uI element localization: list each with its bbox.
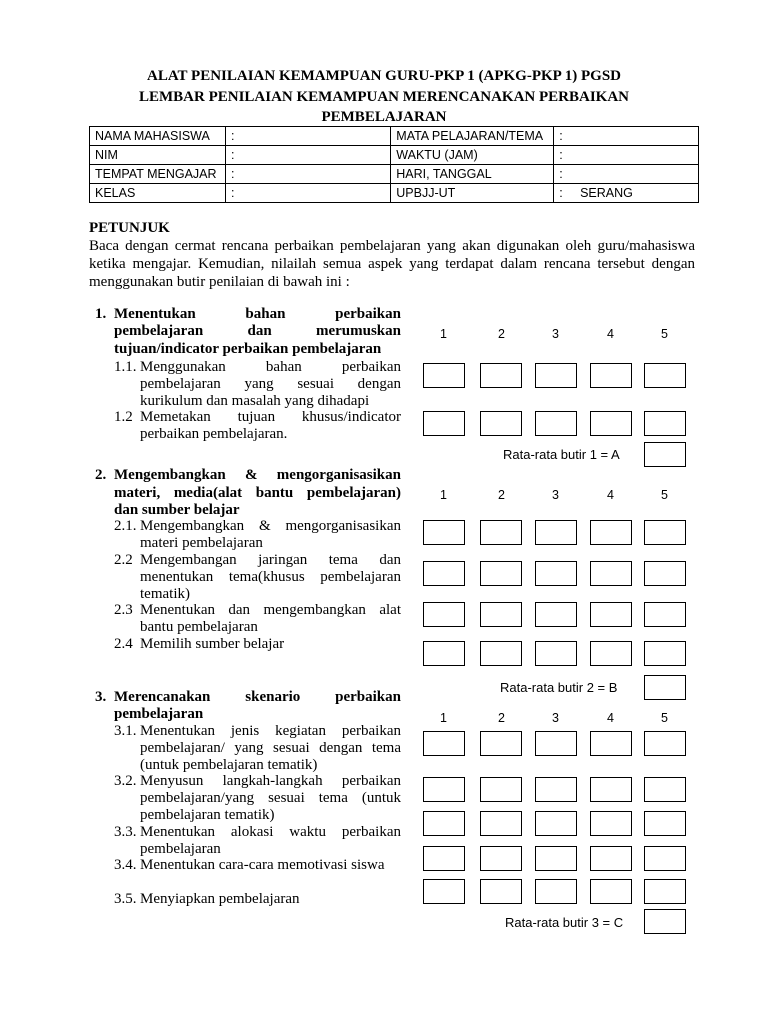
- item-1-2-line2: perbaikan pembelajaran.: [140, 426, 288, 442]
- scale-1: 1: [440, 488, 447, 502]
- score-box-3-2-4[interactable]: [590, 777, 632, 802]
- score-box-1-1-4[interactable]: [590, 363, 632, 388]
- field-waktu[interactable]: :: [554, 146, 699, 165]
- score-box-3-1-5[interactable]: [644, 731, 686, 756]
- item-2-1-line1: Mengembangkan & mengorganisasikan: [140, 518, 401, 534]
- item-3-3-line2: pembelajaran: [140, 841, 221, 857]
- item-1-1-number: 1.1.: [114, 359, 137, 375]
- score-box-2-3-1[interactable]: [423, 602, 465, 627]
- score-box-2-1-4[interactable]: [590, 520, 632, 545]
- score-box-2-2-2[interactable]: [480, 561, 522, 586]
- label-mata-pelajaran: MATA PELAJARAN/TEMA: [391, 127, 554, 146]
- score-box-2-1-2[interactable]: [480, 520, 522, 545]
- score-box-3-3-3[interactable]: [535, 811, 577, 836]
- section-3-heading-line2: pembelajaran: [114, 706, 204, 722]
- label-nim: NIM: [90, 146, 226, 165]
- field-nama-mahasiswa[interactable]: :: [225, 127, 390, 146]
- average-3-label: Rata-rata butir 3 = C: [505, 915, 624, 930]
- scale-5: 5: [661, 711, 668, 725]
- score-box-2-3-3[interactable]: [535, 602, 577, 627]
- scale-1: 1: [440, 327, 447, 341]
- score-box-1-2-3[interactable]: [535, 411, 577, 436]
- score-box-2-4-1[interactable]: [423, 641, 465, 666]
- score-box-2-3-4[interactable]: [590, 602, 632, 627]
- identity-table: [89, 126, 699, 203]
- item-3-1-number: 3.1.: [114, 723, 137, 739]
- item-3-5-line1: Menyiapkan pembelajaran: [140, 891, 300, 907]
- item-3-3-number: 3.3.: [114, 824, 137, 840]
- item-3-4-line1: Menentukan cara-cara memotivasi siswa: [140, 857, 385, 873]
- item-2-3-number: 2.3: [114, 602, 133, 618]
- score-box-3-5-2[interactable]: [480, 879, 522, 904]
- score-box-3-2-1[interactable]: [423, 777, 465, 802]
- score-box-3-1-2[interactable]: [480, 731, 522, 756]
- score-box-1-2-1[interactable]: [423, 411, 465, 436]
- form-title: ALAT PENILAIAN KEMAMPUAN GURU-PKP 1 (APKG-PKP 1) PGSD: [146, 68, 621, 84]
- item-3-2-line3: pembelajaran tematik): [140, 807, 275, 823]
- score-box-1-2-4[interactable]: [590, 411, 632, 436]
- item-2-1-number: 2.1.: [114, 518, 137, 534]
- score-box-3-3-5[interactable]: [644, 811, 686, 836]
- score-box-3-4-4[interactable]: [590, 846, 632, 871]
- score-box-3-2-3[interactable]: [535, 777, 577, 802]
- score-box-1-2-5[interactable]: [644, 411, 686, 436]
- score-box-3-3-2[interactable]: [480, 811, 522, 836]
- label-hari-tanggal: HARI, TANGGAL: [391, 165, 554, 184]
- score-box-3-4-2[interactable]: [480, 846, 522, 871]
- score-box-1-1-5[interactable]: [644, 363, 686, 388]
- score-box-1-1-3[interactable]: [535, 363, 577, 388]
- item-1-2-number: 1.2: [114, 409, 133, 425]
- average-3-box[interactable]: [644, 909, 686, 934]
- scale-2: 2: [498, 711, 505, 725]
- item-3-2-line2: pembelajaran/yang sesuai tema (untuk: [140, 790, 401, 806]
- score-box-3-3-1[interactable]: [423, 811, 465, 836]
- item-2-2-line1: Mengembangan jaringan tema dan: [140, 552, 401, 568]
- section-2-number: 2.: [95, 467, 107, 483]
- item-3-2-line1: Menyusun langkah-langkah perbaikan: [140, 773, 401, 789]
- item-1-1-line2: pembelajaran yang sesuai dengan: [140, 376, 401, 392]
- score-box-2-1-3[interactable]: [535, 520, 577, 545]
- score-box-3-1-4[interactable]: [590, 731, 632, 756]
- section-3-heading-line1: Merencanakan skenario perbaikan: [114, 689, 401, 705]
- section-1-heading-line1: Menentukan bahan perbaikan: [114, 306, 401, 322]
- scale-4: 4: [607, 327, 614, 341]
- score-box-2-4-3[interactable]: [535, 641, 577, 666]
- item-2-2-number: 2.2: [114, 552, 133, 568]
- item-3-1-line3: (untuk pembelajaran tematik): [140, 757, 318, 773]
- score-box-3-4-5[interactable]: [644, 846, 686, 871]
- field-hari-tanggal[interactable]: :: [554, 165, 699, 184]
- score-box-2-3-2[interactable]: [480, 602, 522, 627]
- section-2-heading-line2: materi, media(alat bantu pembelajaran): [114, 485, 401, 501]
- average-1-label: Rata-rata butir 1 = A: [503, 447, 620, 462]
- label-nama-mahasiswa: NAMA MAHASISWA: [90, 127, 226, 146]
- label-waktu: WAKTU (JAM): [391, 146, 554, 165]
- score-box-3-5-4[interactable]: [590, 879, 632, 904]
- score-box-2-2-4[interactable]: [590, 561, 632, 586]
- score-box-3-5-3[interactable]: [535, 879, 577, 904]
- section-2-heading-line3: dan sumber belajar: [114, 502, 240, 518]
- scale-5: 5: [661, 327, 668, 341]
- table-row: [90, 146, 699, 165]
- score-box-2-3-5[interactable]: [644, 602, 686, 627]
- item-3-5-number: 3.5.: [114, 891, 137, 907]
- score-box-2-1-1[interactable]: [423, 520, 465, 545]
- scale-1: 1: [440, 711, 447, 725]
- scale-5: 5: [661, 488, 668, 502]
- score-box-3-4-3[interactable]: [535, 846, 577, 871]
- score-box-3-5-1[interactable]: [423, 879, 465, 904]
- form-subtitle-cont: PEMBELAJARAN: [321, 109, 447, 125]
- item-1-1-line1: Menggunakan bahan perbaikan: [140, 359, 401, 375]
- scale-4: 4: [607, 711, 614, 725]
- item-2-1-line2: materi pembelajaran: [140, 535, 263, 551]
- label-kelas: KELAS: [90, 184, 226, 203]
- scale-3: 3: [552, 711, 559, 725]
- petunjuk-text: Baca dengan cermat rencana perbaikan pembelajaran yang akan digunakan oleh guru/mahasiswa ketika mengajar. Kemudian, nilailah semua aspek yang terdapat dalam rencana tersebut dengan menggunakan butir penilaian di bawah ini :: [89, 238, 695, 290]
- score-box-3-3-4[interactable]: [590, 811, 632, 836]
- score-box-2-4-2[interactable]: [480, 641, 522, 666]
- section-3-number: 3.: [95, 689, 107, 705]
- scale-2: 2: [498, 327, 505, 341]
- score-box-2-1-5[interactable]: [644, 520, 686, 545]
- item-1-2-line1: Memetakan tujuan khusus/indicator: [140, 409, 401, 425]
- score-box-2-4-5[interactable]: [644, 641, 686, 666]
- score-box-2-2-3[interactable]: [535, 561, 577, 586]
- field-tempat-mengajar[interactable]: :: [225, 165, 390, 184]
- item-2-3-line1: Menentukan dan mengembangkan alat: [140, 602, 401, 618]
- score-box-1-2-2[interactable]: [480, 411, 522, 436]
- field-upbjj[interactable]: : SERANG: [554, 184, 699, 203]
- field-nim[interactable]: :: [225, 146, 390, 165]
- score-box-3-1-1[interactable]: [423, 731, 465, 756]
- average-1-box[interactable]: [644, 442, 686, 467]
- average-2-box[interactable]: [644, 675, 686, 700]
- field-mata-pelajaran[interactable]: :: [554, 127, 699, 146]
- table-row: [90, 165, 699, 184]
- item-2-4-line1: Memilih sumber belajar: [140, 636, 285, 652]
- item-3-3-line1: Menentukan alokasi waktu perbaikan: [140, 824, 401, 840]
- score-box-1-1-1[interactable]: [423, 363, 465, 388]
- form-subtitle: LEMBAR PENILAIAN KEMAMPUAN MERENCANAKAN PERBAIKAN: [139, 89, 629, 105]
- scale-2: 2: [498, 488, 505, 502]
- item-1-1-line3: kurikulum dan masalah yang dihadapi: [140, 393, 370, 409]
- section-2-heading-line1: Mengembangkan & mengorganisasikan: [114, 467, 401, 483]
- label-upbjj: UPBJJ-UT: [391, 184, 554, 203]
- petunjuk-heading: PETUNJUK: [89, 220, 170, 236]
- scale-4: 4: [607, 488, 614, 502]
- item-3-1-line1: Menentukan jenis kegiatan perbaikan: [140, 723, 401, 739]
- score-box-2-4-4[interactable]: [590, 641, 632, 666]
- score-box-2-2-1[interactable]: [423, 561, 465, 586]
- section-1-heading-line3: tujuan/indicator perbaikan pembelajaran: [114, 341, 382, 357]
- scale-3: 3: [552, 488, 559, 502]
- score-box-2-2-5[interactable]: [644, 561, 686, 586]
- item-3-1-line2: pembelajaran/ yang sesuai dengan tema: [140, 740, 401, 756]
- section-1-number: 1.: [95, 306, 107, 322]
- item-2-2-line3: tematik): [140, 586, 190, 602]
- table-row: [90, 184, 699, 203]
- table-row: [90, 127, 699, 146]
- item-2-2-line2: menentukan tema(khusus pembelajaran: [140, 569, 401, 585]
- item-2-3-line2: bantu pembelajaran: [140, 619, 258, 635]
- item-2-4-number: 2.4: [114, 636, 133, 652]
- score-box-3-4-1[interactable]: [423, 846, 465, 871]
- average-2-label: Rata-rata butir 2 = B: [500, 680, 618, 695]
- score-box-3-2-5[interactable]: [644, 777, 686, 802]
- item-3-4-number: 3.4.: [114, 857, 137, 873]
- score-box-3-2-2[interactable]: [480, 777, 522, 802]
- score-box-3-5-5[interactable]: [644, 879, 686, 904]
- field-kelas[interactable]: :: [225, 184, 390, 203]
- score-box-1-1-2[interactable]: [480, 363, 522, 388]
- item-3-2-number: 3.2.: [114, 773, 137, 789]
- score-box-3-1-3[interactable]: [535, 731, 577, 756]
- label-tempat-mengajar: TEMPAT MENGAJAR: [90, 165, 226, 184]
- section-1-heading-line2: pembelajaran dan merumuskan: [114, 323, 401, 339]
- scale-3: 3: [552, 327, 559, 341]
